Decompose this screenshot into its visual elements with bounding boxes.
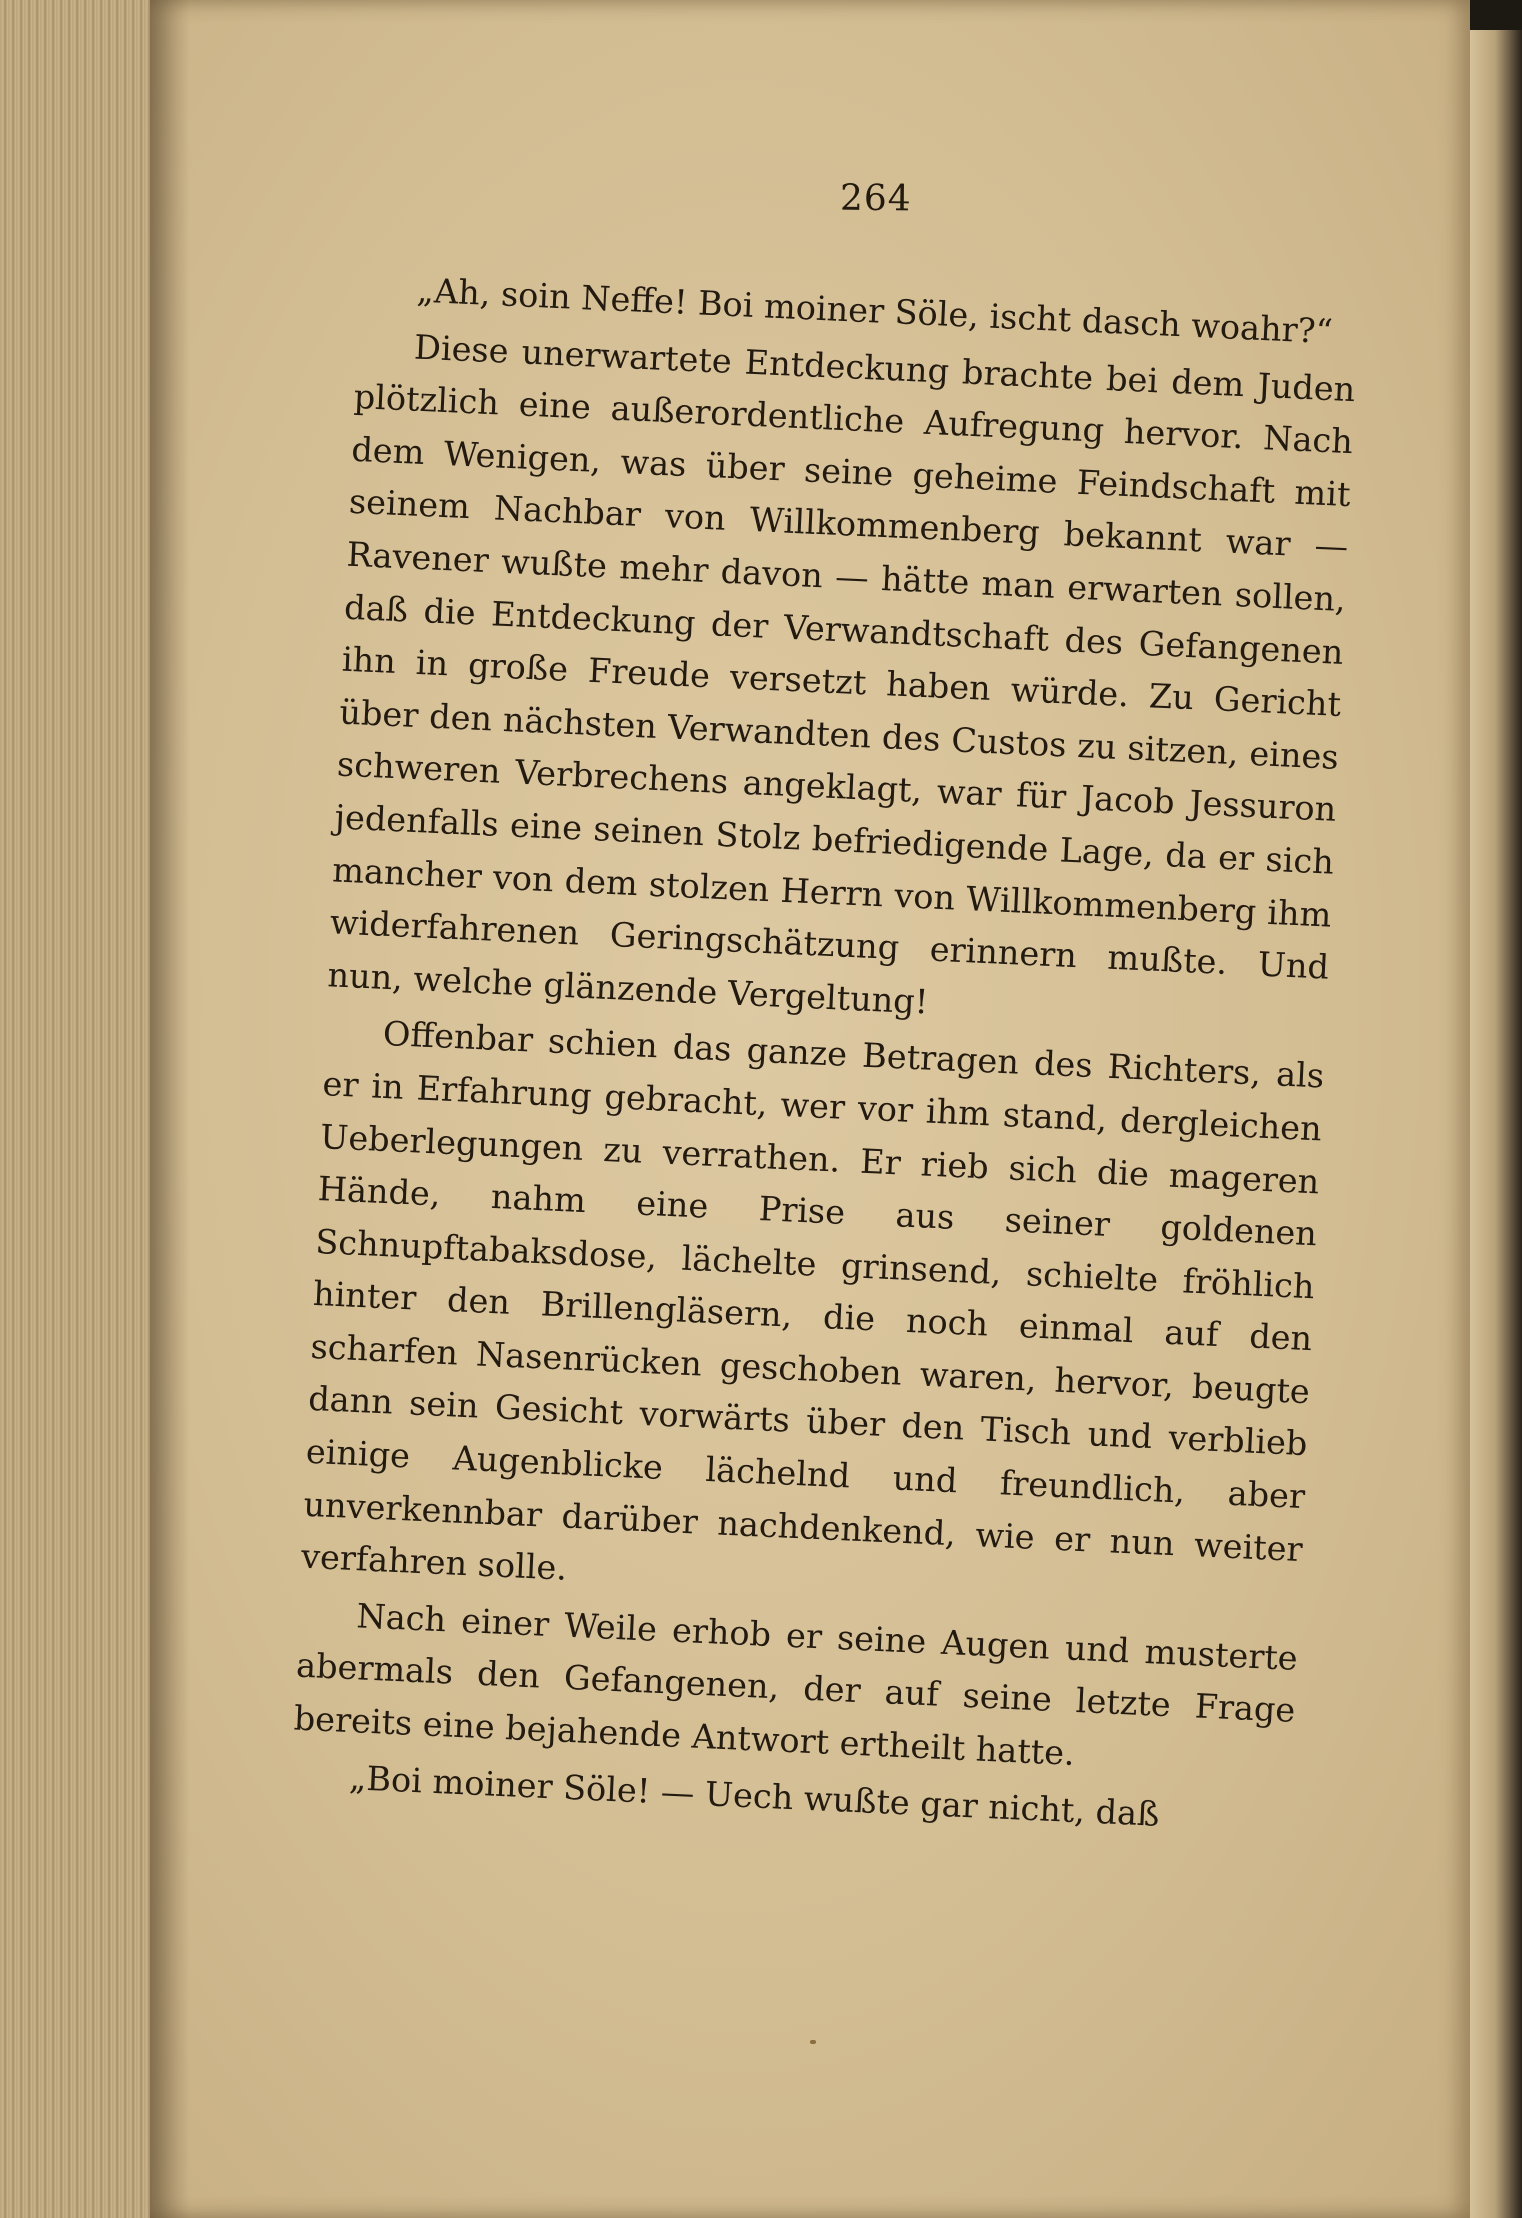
- paragraph: Nach einer Weile erhob er seine Augen und musterte abermals den Gefangenen, der auf seine letzte Frage bereits eine bejahende Antwort ertheilt hatte.: [292, 1596, 1299, 1773]
- gutter-shadow: [150, 0, 190, 2218]
- body-text: [290, 262, 1359, 1851]
- page-number: 264: [839, 177, 912, 220]
- page-stack-edge: [0, 0, 170, 2218]
- paragraph: „Boi moiner Söle! — Uech wußte gar nicht, daß: [348, 1757, 1161, 1834]
- paragraph: Offenbar schien das ganze Betragen des Richters, als er in Erfahrung gebracht, wer vor ihm stand, dergleichen Ueberlegungen zu verrathen. Er rieb sich die mageren Hände, nahm eine Prise aus seiner goldenen Schnupftabaksdose, lächelte grinsend, schielte fröhlich hinter den Brillengläsern, die noch einmal auf den scharfen Nasenrücken geschoben waren, hervor, beugte dann sein Gesicht vorwärts über den Tisch und verblieb einige Augenblicke lächelnd und freundlich, aber unverkennbar darüber nachdenkend, wie er nun weiter verfahren solle.: [300, 1014, 1325, 1588]
- paragraph: „Ah, soin Neffe! Boi moiner Söle, ischt dasch woahr?“: [415, 270, 1334, 352]
- book-page: [150, 0, 1470, 2218]
- paper-speck: [810, 2040, 816, 2044]
- paragraph: Diese unerwartete Entdeckung brachte bei dem Juden plötzlich eine außerordentliche Aufregung hervor. Nach dem Wenigen, was über seine geheime Feindschaft mit seinem Nachbar von Willkommenberg bekannt war — Ravener wußte mehr davon — hätte man erwarten sollen, daß die Entdeckung der Verwandtschaft des Gefangenen ihn in große Freude versetzt haben würde. Zu Gericht über den nächsten Verwandten des Custos zu sitzen, eines schweren Verbrechens angeklagt, war für Jacob Jessuron jedenfalls eine seinen Stolz befriedigende Lage, da er sich mancher von dem stolzen Herrn von Willkommenberg ihm widerfahrenen Geringschätzung erinnern mußte. Und nun, welche glänzende Vergeltung!: [326, 327, 1357, 1022]
